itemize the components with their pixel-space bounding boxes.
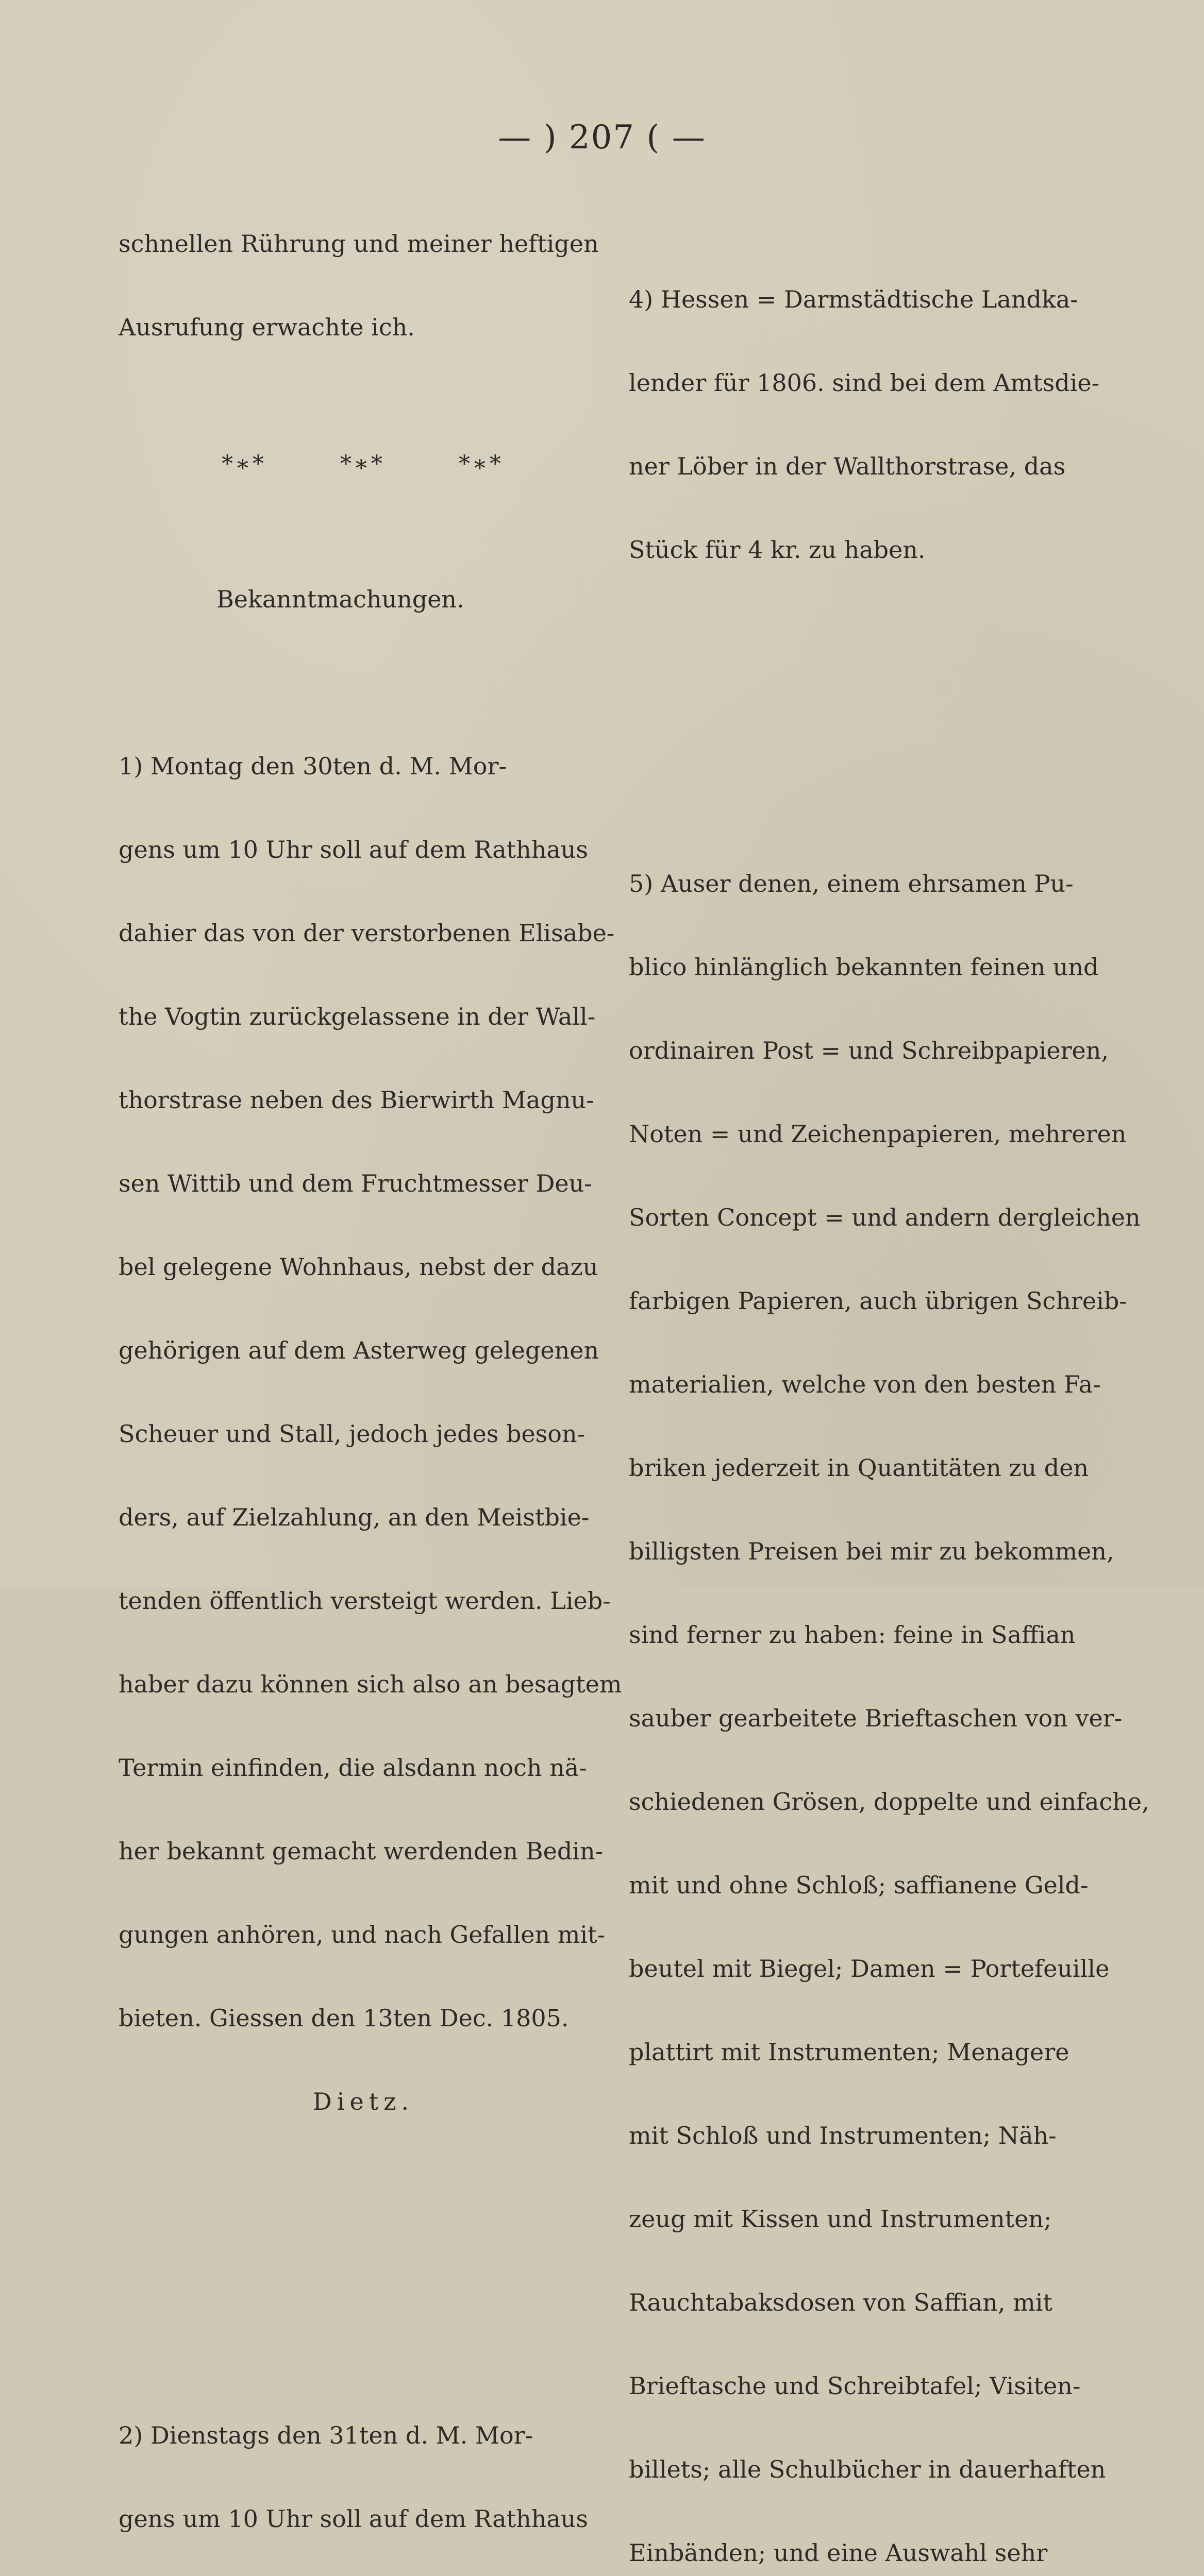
text-line: materialien, welche von den besten Fa- (629, 1370, 1101, 1398)
text-line: gens um 10 Uhr soll auf dem Rathhaus (119, 836, 589, 863)
text-line: beutel mit Biegel; Damen = Portefeuille (629, 1955, 1110, 1982)
text-line: gens um 10 Uhr soll auf dem Rathhaus (119, 2505, 589, 2533)
text-line: Termin einfinden, die alsdann noch nä- (119, 1754, 587, 1782)
text-line: sind ferner zu haben: feine in Saffian (629, 1621, 1076, 1649)
text-line: gungen anhören, und nach Gefallen mit- (119, 1921, 606, 1948)
text-line: sen Wittib und dem Fruchtmesser Deu- (119, 1170, 592, 1197)
text-line: briken jederzeit in Quantitäten zu den (629, 1454, 1089, 1482)
text-line: mit Schloß und Instrumenten; Näh- (629, 2122, 1057, 2149)
notice-4 (629, 230, 1118, 619)
text-line: tenden öffentlich versteigt werden. Lieb- (119, 1587, 611, 1615)
asterism: *∗* (222, 451, 266, 477)
text-line: sauber gearbeitete Brieftaschen von ver- (629, 1704, 1123, 1732)
text-line: 5) Auser denen, einem ehrsamen Pu- (629, 870, 1074, 897)
text-line: lender für 1806. sind bei dem Amtsdie- (629, 369, 1100, 397)
text-line: ner Löber in der Wallthorstrase, das (629, 452, 1066, 480)
text-line: 1) Montag den 30ten d. M. Mor- (119, 752, 507, 780)
text-line: thorstrase neben des Bierwirth Magnu- (119, 1086, 594, 1114)
text-line: Ausrufung erwachte ich. (119, 313, 415, 341)
text-line: billets; alle Schulbücher in dauerhaften (629, 2455, 1106, 2483)
notice-1 (119, 697, 622, 2171)
section-title: Bekanntmachungen. (216, 585, 464, 613)
text-line: Brieftasche und Schreibtafel; Visiten- (629, 2372, 1081, 2400)
asterism: *∗* (340, 451, 384, 477)
text-line: ders, auf Zielzahlung, an den Meistbie- (119, 1503, 590, 1531)
notice-5 (629, 814, 1149, 2576)
text-line: Einbänden; und eine Auswahl sehr (629, 2539, 1048, 2567)
text-line: billigsten Preisen bei mir zu bekommen, (629, 1537, 1114, 1565)
text-line: Stück für 4 kr. zu haben. (629, 536, 926, 564)
text-line: her bekannt gemacht werdenden Bedin- (119, 1837, 604, 1865)
text-line: plattirt mit Instrumenten; Menagere (629, 2038, 1069, 2066)
text-line: zeug mit Kissen und Instrumenten; (629, 2205, 1052, 2233)
text-line: bieten. Giessen den 13ten Dec. 1805. (119, 2004, 569, 2032)
asterism-ornament (119, 425, 608, 502)
text-line: 2) Dienstags den 31ten d. M. Mor- (119, 2421, 533, 2449)
text-line: dahier das von der verstorbenen Elisabe- (119, 919, 615, 947)
text-line: Rauchtabaksdosen von Saffian, mit (629, 2289, 1052, 2316)
left-column (119, 174, 622, 2576)
asterism: *∗* (459, 451, 503, 477)
right-column (629, 174, 1149, 2576)
text-line: haber dazu können sich also an besagtem (119, 1670, 622, 1698)
text-line: ordinairen Post = und Schreibpapieren, (629, 1037, 1109, 1064)
text-line: Scheuer und Stall, jedoch jedes beson- (119, 1420, 586, 1448)
text-line: blico hinlänglich bekannten feinen und (629, 953, 1099, 981)
page-number-header: — ) 207 ( — (498, 118, 706, 157)
text-line: the Vogtin zurückgelassene in der Wall- (119, 1003, 596, 1030)
text-line: Noten = und Zeichenpapieren, mehreren (629, 1120, 1127, 1148)
text-line: Sorten Concept = und andern dergleichen (629, 1204, 1141, 1231)
notice-signature: Dietz. (312, 2088, 414, 2115)
text-line: 4) Hessen = Darmstädtische Landka- (629, 285, 1078, 313)
text-line: mit und ohne Schloß; saffianene Geld- (629, 1871, 1089, 1899)
text-line: schiedenen Grösen, doppelte und einfache, (629, 1788, 1149, 1816)
notice-2 (119, 2366, 608, 2576)
text-line: farbigen Papieren, auch übrigen Schreib- (629, 1287, 1127, 1315)
text-line: schnellen Rührung und meiner heftigen (119, 230, 599, 258)
text-line: bel gelegene Wohnhaus, nebst der dazu (119, 1253, 598, 1281)
text-line: gehörigen auf dem Asterweg gelegenen (119, 1336, 599, 1364)
